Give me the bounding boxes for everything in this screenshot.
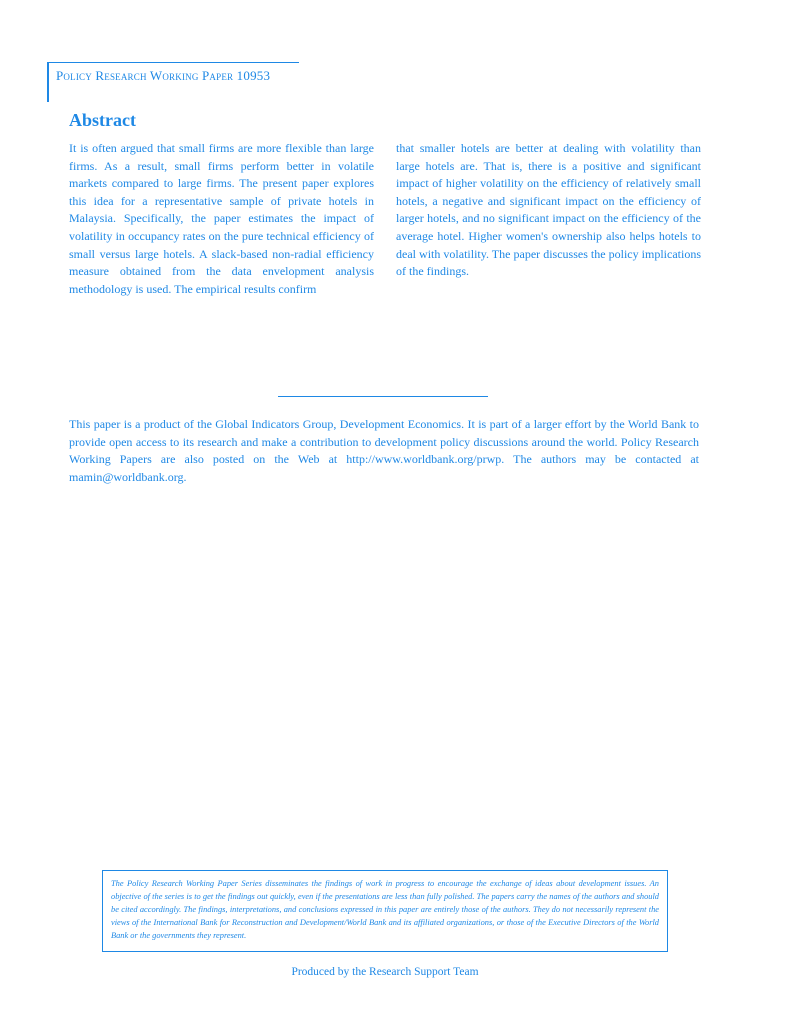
product-note: This paper is a product of the Global Indicators Group, Development Economics. It is part of a larger effort by the World Bank to provide open access to its research and make a contribution to development policy discussions around the world. Policy Research Working Papers are also posted on the Web at http://www.worldbank.org/prwp. The authors may be contacted at mamin@worldbank.org.	[69, 417, 699, 484]
header-rule-vertical	[47, 62, 49, 102]
series-title: Policy Research Working Paper 10953	[56, 68, 271, 83]
abstract-column-left: It is often argued that small firms are more flexible than large firms. As a result, small firms perform better in volatile markets compared to large firms. The present paper explores this idea for a representative sample of private hotels in Malaysia. Specifically, the paper estimates the impact of volatility in occupancy rates on the pure technical efficiency of small versus large hotels. A slack-based non-radial efficiency measure obtained from the data envelopment analysis methodology is used. The empirical results confirm	[69, 141, 374, 296]
header-rule-horizontal	[47, 62, 299, 63]
abstract-column-right: that smaller hotels are better at dealing with volatility than large hotels are. That is, there is a positive and significant impact of higher volatility on the efficiency of relatively small hotels, a negative and significant impact on the efficiency of larger hotels, and no significant impact on the efficiency of the average hotel. Higher women's ownership also helps hotels to deal with volatility. The paper discusses the policy implications of the findings.	[396, 141, 701, 279]
abstract-heading: Abstract	[69, 110, 136, 130]
section-divider	[278, 396, 488, 397]
series-header	[47, 62, 299, 102]
disclaimer-box	[102, 870, 668, 952]
produced-by-footer: Produced by the Research Support Team	[291, 966, 479, 978]
disclaimer-text: The Policy Research Working Paper Series disseminates the findings of work in progress to encourage the exchange of ideas about development issues. An objective of the series is to get the findings out quickly, even if the presentations are less than fully polished. The papers carry the names of the authors and should be cited accordingly. The findings, interpretations, and conclusions expressed in this paper are entirely those of the authors. They do not necessarily represent the views of the International Bank for Reconstruction and Development/World Bank and its affiliated organizations, or those of the Executive Directors of the World Bank or the governments they represent.	[111, 879, 659, 940]
